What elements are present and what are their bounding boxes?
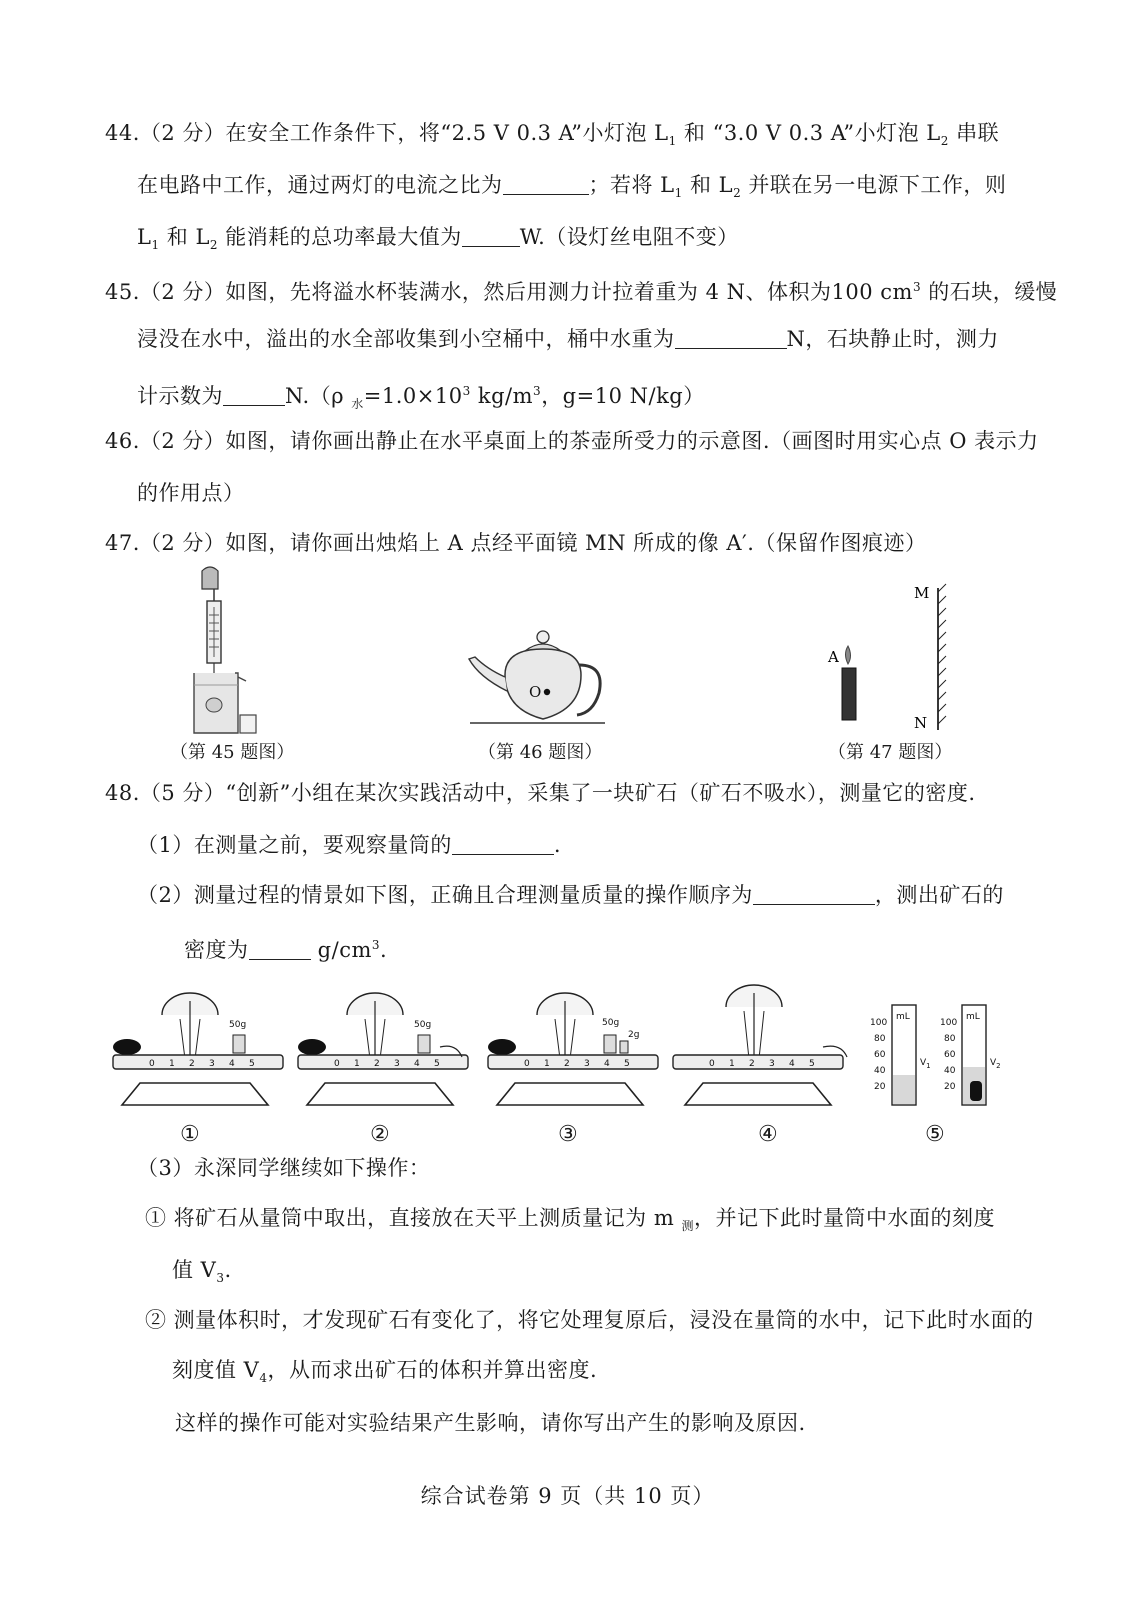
- q44-line1: 44.（2 分）在安全工作条件下，将“2.5 V 0.3 A”小灯泡 $L_1$ 和 “3.0 V 0.3 A”小灯泡 $L_2$ 串联: [105, 121, 1000, 149]
- q48-part3: （3）永深同学继续如下操作：: [137, 1156, 431, 1180]
- q48-closing: 这样的操作可能对实验结果产生影响，请你写出产生的影响及原因.: [175, 1411, 806, 1435]
- answer-blank[interactable]: [753, 882, 875, 905]
- svg-text:4: 4: [604, 1059, 610, 1069]
- svg-text:2: 2: [374, 1059, 380, 1069]
- q48-step2: ② 测量体积时，才发现矿石有变化了，将它处理复原后，浸没在量筒的水中，记下此时水面的: [145, 1308, 1034, 1332]
- q48-line1: 48.（5 分）“创新”小组在某次实践活动中，采集了一块矿石（矿石不吸水），测量它的密度.: [105, 781, 976, 805]
- svg-text:3: 3: [394, 1059, 400, 1069]
- figure-47-candle-mirror: [820, 580, 950, 735]
- svg-text:5: 5: [434, 1059, 440, 1069]
- figure-45-spring-scale: [180, 565, 270, 740]
- q45-line2: 浸没在水中，溢出的水全部收集到小空桶中，桶中水重为 N，石块静止时，测力: [137, 327, 999, 351]
- q48-step1-cont: 值 $V_3$.: [172, 1258, 232, 1286]
- answer-blank[interactable]: [223, 383, 285, 406]
- svg-text:0: 0: [524, 1059, 530, 1069]
- svg-text:V2: $V_2$: [990, 1058, 1001, 1070]
- balance-figures: [105, 975, 1015, 1115]
- answer-blank[interactable]: [462, 224, 520, 247]
- caption-45: （第 45 题图）: [170, 742, 295, 763]
- svg-text:0: 0: [149, 1059, 155, 1069]
- caption-47: （第 47 题图）: [828, 742, 953, 763]
- svg-text:1: 1: [169, 1059, 175, 1069]
- q45-line3: 计示数为 N.（ρ $_水=1.0\times 10^3$ $kg/m^3$，g=10 N/kg）: [137, 384, 705, 412]
- svg-text:40: 40: [874, 1066, 886, 1076]
- caption-46: （第 46 题图）: [478, 742, 603, 763]
- svg-text:80: 80: [874, 1034, 886, 1044]
- svg-text:60: 60: [944, 1050, 956, 1060]
- q48-step1: ① 将矿石从量筒中取出，直接放在天平上测质量记为 m $_测$，并记下此时量筒中水面的刻度: [145, 1206, 995, 1234]
- answer-blank[interactable]: [503, 172, 589, 195]
- balance-3: [488, 993, 658, 1105]
- answer-blank[interactable]: [675, 326, 787, 349]
- svg-text:mL: mL: [896, 1012, 910, 1022]
- q47-line1: 47.（2 分）如图，请你画出烛焰上 A 点经平面镜 MN 所成的像 A′.（保留作图痕迹）: [105, 531, 927, 555]
- svg-text:1: 1: [729, 1059, 735, 1069]
- svg-text:100: 100: [870, 1018, 888, 1028]
- figure-label-2: ②: [370, 1122, 390, 1147]
- figure-label-5: ⑤: [925, 1122, 945, 1147]
- svg-text:5: 5: [624, 1059, 630, 1069]
- svg-text:2: 2: [564, 1059, 570, 1069]
- q44-line3: $L_1$ 和 $L_2$ 能消耗的总功率最大值为 W.（设灯丝电阻不变）: [137, 225, 739, 253]
- svg-text:3: 3: [209, 1059, 215, 1069]
- q48-part1: （1）在测量之前，要观察量筒的 .: [137, 833, 562, 857]
- svg-text:4: 4: [789, 1059, 795, 1069]
- svg-text:80: 80: [944, 1034, 956, 1044]
- page-footer: 综合试卷第 9 页（共 10 页）: [420, 1484, 715, 1508]
- q48-part2-density: 密度为 $g/cm^3$.: [184, 938, 388, 962]
- svg-text:2g: 2g: [628, 1030, 640, 1040]
- answer-blank[interactable]: [249, 937, 311, 960]
- svg-text:4: 4: [414, 1059, 420, 1069]
- q44-line2: 在电路中工作，通过两灯的电流之比为 ；若将 $L_1$ 和 $L_2$ 并联在另一电源下工作，则: [137, 173, 1007, 201]
- label-m: M: [914, 584, 930, 602]
- q48-part2: （2）测量过程的情景如下图，正确且合理测量质量的操作顺序为 ，测出矿石的: [137, 883, 1004, 907]
- svg-text:0: 0: [709, 1059, 715, 1069]
- svg-text:20: 20: [874, 1082, 886, 1092]
- q48-step2-cont: 刻度值 $V_4$，从而求出矿石的体积并算出密度.: [172, 1358, 598, 1386]
- svg-text:5: 5: [249, 1059, 255, 1069]
- svg-text:5: 5: [809, 1059, 815, 1069]
- figure-label-4: ④: [758, 1122, 778, 1147]
- svg-text:60: 60: [874, 1050, 886, 1060]
- balance-1: [113, 993, 283, 1105]
- svg-text:3: 3: [769, 1059, 775, 1069]
- svg-text:1: 1: [354, 1059, 360, 1069]
- q46-line2: 的作用点）: [137, 481, 245, 505]
- svg-text:100: 100: [940, 1018, 958, 1028]
- q45-line1: 45.（2 分）如图，先将溢水杯装满水，然后用测力计拉着重为 4 N、体积为100 $cm^3$ 的石块，缓慢: [105, 280, 1058, 304]
- q46-line1: 46.（2 分）如图，请你画出静止在水平桌面上的茶壶所受力的示意图.（画图时用实心点 O 表示力: [105, 429, 1039, 453]
- svg-text:40: 40: [944, 1066, 956, 1076]
- svg-text:1: 1: [544, 1059, 550, 1069]
- figure-label-3: ③: [558, 1122, 578, 1147]
- svg-text:50g: 50g: [602, 1018, 620, 1028]
- svg-text:V1: $V_1$: [920, 1058, 931, 1070]
- figure-label-1: ①: [180, 1122, 200, 1147]
- label-a: A: [828, 648, 839, 666]
- svg-text:50g: 50g: [229, 1020, 247, 1030]
- label-n: N: [914, 714, 928, 732]
- balance-2: [298, 993, 468, 1105]
- svg-text:3: 3: [584, 1059, 590, 1069]
- svg-text:4: 4: [229, 1059, 235, 1069]
- svg-text:0: 0: [334, 1059, 340, 1069]
- figure-46-teapot: [465, 625, 610, 735]
- svg-text:50g: 50g: [414, 1020, 432, 1030]
- svg-text:mL: mL: [966, 1012, 980, 1022]
- svg-text:2: 2: [749, 1059, 755, 1069]
- svg-text:20: 20: [944, 1082, 956, 1092]
- measuring-cylinders: [870, 1005, 1001, 1105]
- balance-4: [673, 985, 847, 1105]
- answer-blank[interactable]: [452, 832, 554, 855]
- svg-text:2: 2: [189, 1059, 195, 1069]
- label-o: O: [529, 683, 542, 701]
